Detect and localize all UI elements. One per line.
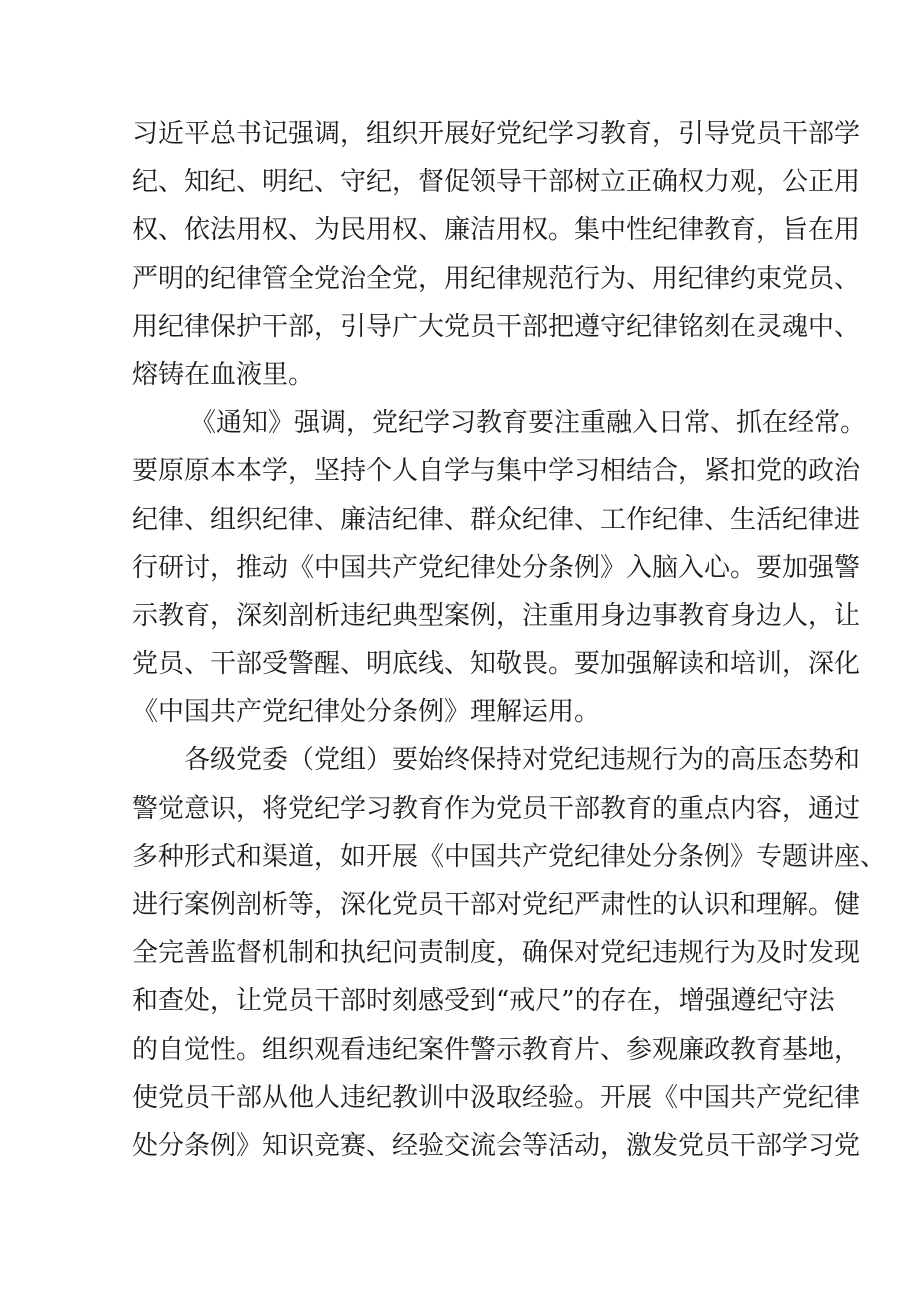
paragraph-2-line-4: 行研讨，推动《中国共产党纪律处分条例》入脑入心。要加强警 — [132, 552, 861, 583]
paragraph-2-line-6: 党员、干部受警醒、明底线、知敬畏。要加强解读和培训，深化 — [132, 649, 861, 680]
paragraph-2-line-3: 纪律、组织纪律、廉洁纪律、群众纪律、工作纪律、生活纪律进 — [132, 504, 861, 535]
paragraph-3-line-7: 的自觉性。组织观看违纪案件警示教育片、参观廉政教育基地， — [132, 1034, 861, 1065]
document-body — [132, 110, 887, 1170]
paragraph-1-line-4: 严明的纪律管全党治全党，用纪律规范行为、用纪律约束党员、 — [132, 263, 861, 294]
paragraph-1-line-3: 权、依法用权、为民用权、廉洁用权。集中性纪律教育，旨在用 — [132, 215, 861, 246]
paragraph-2-line-1: 《通知》强调，党纪学习教育要注重融入日常、抓在经常。 — [190, 408, 867, 439]
paragraph-3-line-6: 和查处，让党员干部时刻感受到“戒尺”的存在，增强遵纪守法 — [132, 986, 835, 1017]
paragraph-1-line-2: 纪、知纪、明纪、守纪，督促领导干部树立正确权力观，公正用 — [132, 167, 861, 198]
paragraph-3-line-3: 多种形式和渠道，如开展《中国共产党纪律处分条例》专题讲座、 — [132, 841, 887, 872]
paragraph-3-line-8: 使党员干部从他人违纪教训中汲取经验。开展《中国共产党纪律 — [132, 1082, 861, 1113]
paragraph-2-line-5: 示教育，深刻剖析违纪典型案例，注重用身边事教育身边人，让 — [132, 600, 861, 631]
paragraph-1-line-1: 习近平总书记强调，组织开展好党纪学习教育，引导党员干部学 — [132, 119, 861, 149]
paragraph-2-line-7: 《中国共产党纪律处分条例》理解运用。 — [132, 697, 601, 728]
paragraph-3-line-5: 全完善监督机制和执纪问责制度，确保对党纪违规行为及时发现 — [132, 938, 861, 969]
paragraph-1-line-6: 熔铸在血液里。 — [132, 359, 315, 390]
paragraph-2-line-2: 要原原本本学，坚持个人自学与集中学习相结合，紧扣党的政治 — [132, 456, 861, 487]
paragraph-3-line-9: 处分条例》知识竞赛、经验交流会等活动，激发党员干部学习党 — [132, 1130, 861, 1161]
paragraph-3-line-4: 进行案例剖析等，深化党员干部对党纪严肃性的认识和理解。健 — [132, 890, 861, 920]
paragraph-3-line-1: 各级党委（党组）要始终保持对党纪违规行为的高压态势和 — [184, 745, 861, 776]
paragraph-3-line-2: 警觉意识，将党纪学习教育作为党员干部教育的重点内容，通过 — [132, 793, 861, 824]
paragraph-1-line-5: 用纪律保护干部，引导广大党员干部把遵守纪律铭刻在灵魂中、 — [132, 311, 861, 342]
